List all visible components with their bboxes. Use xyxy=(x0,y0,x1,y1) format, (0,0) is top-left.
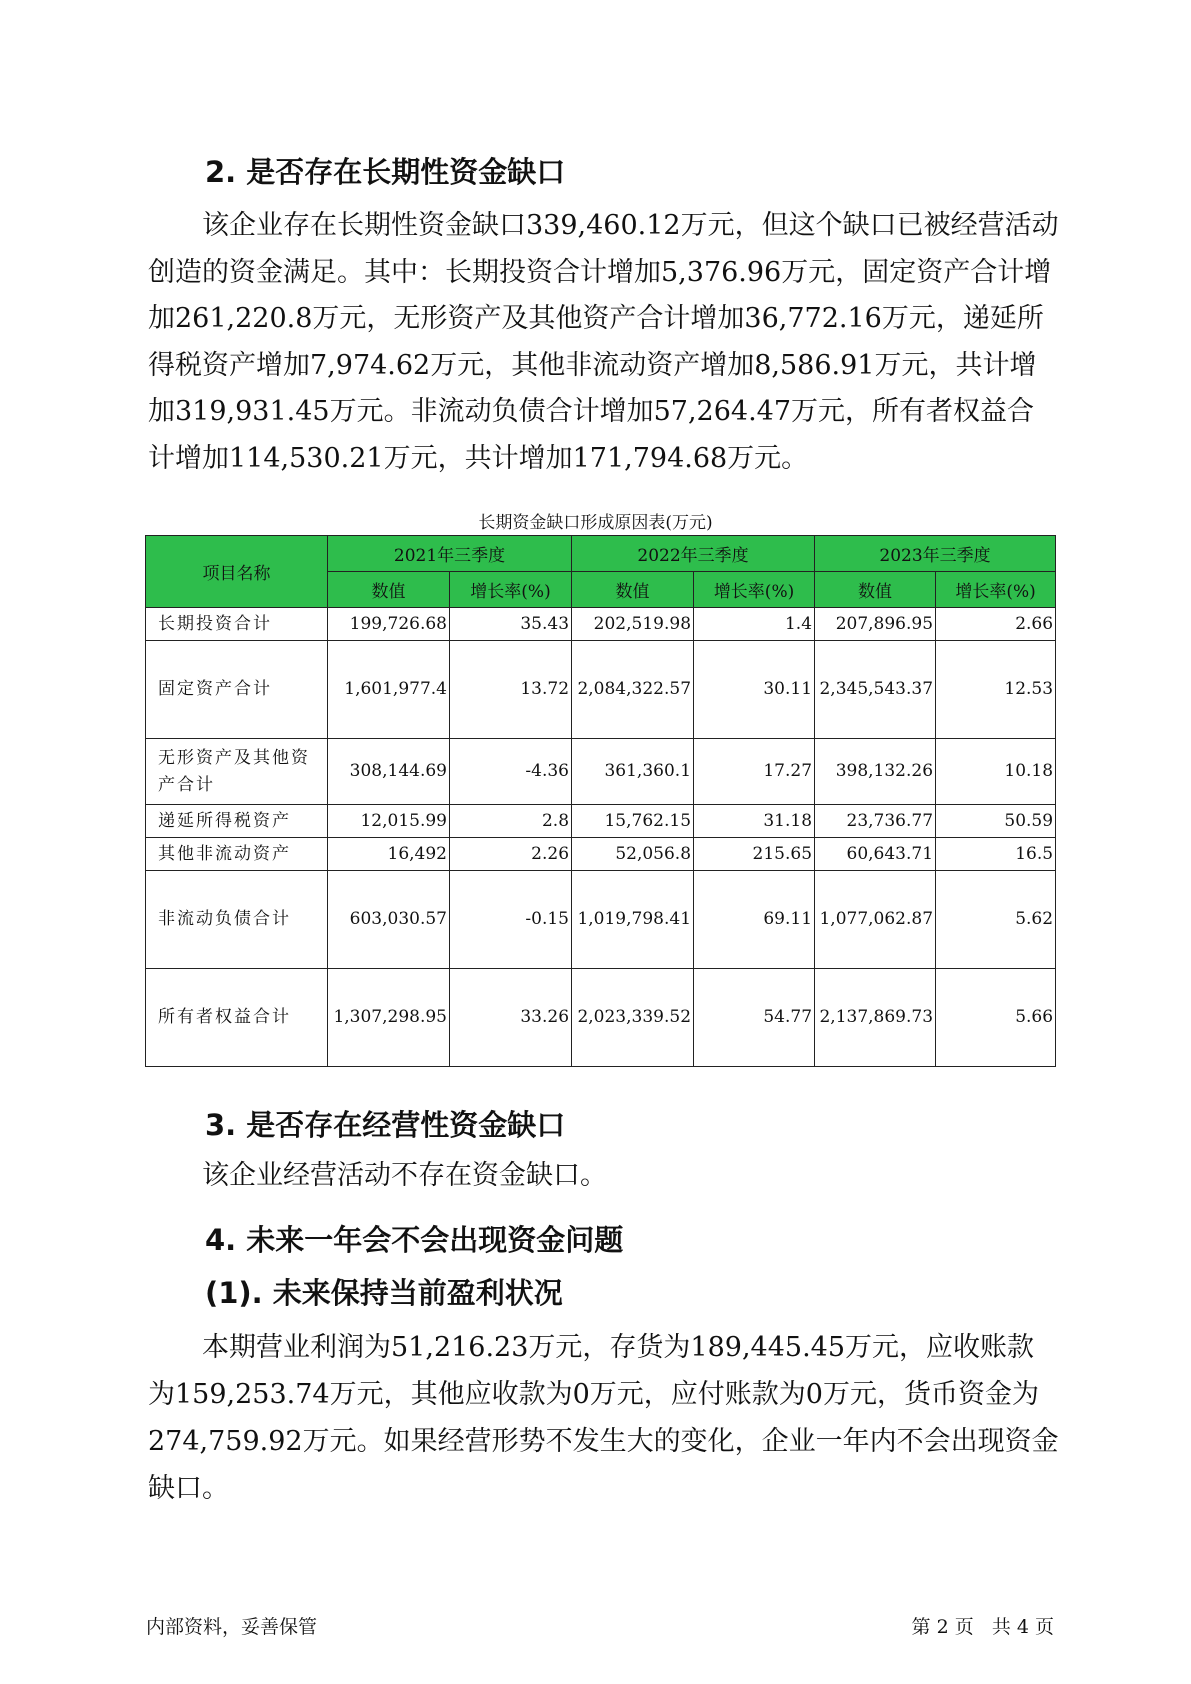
cell-rate: -0.15 xyxy=(450,871,572,969)
cell-rate: 31.18 xyxy=(694,805,815,838)
row-name: 递延所得税资产 xyxy=(146,805,328,838)
cell-value: 2,023,339.52 xyxy=(572,969,694,1067)
cell-rate: 69.11 xyxy=(694,871,815,969)
cell-value: 361,360.1 xyxy=(572,739,694,805)
cell-value: 12,015.99 xyxy=(328,805,450,838)
cell-rate: 17.27 xyxy=(694,739,815,805)
cell-rate: 10.18 xyxy=(936,739,1056,805)
cell-value: 23,736.77 xyxy=(815,805,936,838)
cell-value: 1,601,977.4 xyxy=(328,641,450,739)
cell-value: 199,726.68 xyxy=(328,608,450,641)
cell-value: 1,077,062.87 xyxy=(815,871,936,969)
cell-value: 60,643.71 xyxy=(815,838,936,871)
header-growth-rate: 增长率(%) xyxy=(694,572,815,608)
cell-value: 1,019,798.41 xyxy=(572,871,694,969)
cell-value: 1,307,298.95 xyxy=(328,969,450,1067)
section-heading-long-term-gap: 2. 是否存在长期性资金缺口 xyxy=(205,155,566,189)
table-row xyxy=(146,871,1056,969)
table-row xyxy=(146,805,1056,838)
cell-rate: 50.59 xyxy=(936,805,1056,838)
cell-rate: 16.5 xyxy=(936,838,1056,871)
header-year: 2023年三季度 xyxy=(815,536,1056,572)
cell-value: 16,492 xyxy=(328,838,450,871)
row-name: 固定资产合计 xyxy=(146,641,328,739)
cell-rate: 54.77 xyxy=(694,969,815,1067)
table-row xyxy=(146,838,1056,871)
long-term-gap-paragraph: 该企业存在长期性资金缺口339,460.12万元，但这个缺口已被经营活动创造的资金满足。其中：长期投资合计增加5,376.96万元，固定资产合计增加261,220.8万元，无形资产及其他资产合计增加36,772.16万元，递延所得税资产增加7,974.62万元，其他非流动资产增加8,586.91万元，共计增加319,931.45万元。非流动负债合计增加57,264.47万元，所有者权益合计增加114,530.21万元，共计增加171,794.68万元。 xyxy=(148,210,1059,474)
operating-gap-paragraph: 该企业经营活动不存在资金缺口。 xyxy=(202,1160,607,1191)
cell-rate: 5.62 xyxy=(936,871,1056,969)
table-row xyxy=(146,969,1056,1067)
cell-rate: 30.11 xyxy=(694,641,815,739)
row-name: 无形资产及其他资产合计 xyxy=(146,739,328,805)
header-growth-rate: 增长率(%) xyxy=(450,572,572,608)
cell-value: 603,030.57 xyxy=(328,871,450,969)
cell-value: 15,762.15 xyxy=(572,805,694,838)
header-value: 数值 xyxy=(328,572,450,608)
row-name: 非流动负债合计 xyxy=(146,871,328,969)
table-caption: 长期资金缺口形成原因表(万元) xyxy=(478,513,713,533)
section-heading-next-year: 4. 未来一年会不会出现资金问题 xyxy=(205,1223,624,1257)
cell-value: 308,144.69 xyxy=(328,739,450,805)
cell-rate: 2.8 xyxy=(450,805,572,838)
table-row xyxy=(146,608,1056,641)
cell-rate: 12.53 xyxy=(936,641,1056,739)
cell-rate: 5.66 xyxy=(936,969,1056,1067)
subsection-heading-current-profit: (1). 未来保持当前盈利状况 xyxy=(205,1276,563,1310)
cell-value: 398,132.26 xyxy=(815,739,936,805)
header-value: 数值 xyxy=(572,572,694,608)
cell-rate: 2.26 xyxy=(450,838,572,871)
cell-value: 207,896.95 xyxy=(815,608,936,641)
row-name: 长期投资合计 xyxy=(146,608,328,641)
footer-page-number: 第 2 页 共 4 页 xyxy=(911,1616,1054,1638)
header-value: 数值 xyxy=(815,572,936,608)
table-row xyxy=(146,739,1056,805)
next-year-paragraph: 本期营业利润为51,216.23万元，存货为189,445.45万元，应收账款为159,253.74万元，其他应收款为0万元，应付账款为0万元，货币资金为274,759.92万元。如果经营形势不发生大的变化，企业一年内不会出现资金缺口。 xyxy=(148,1332,1059,1504)
table-row xyxy=(146,641,1056,739)
cell-value: 202,519.98 xyxy=(572,608,694,641)
cell-rate: 2.66 xyxy=(936,608,1056,641)
cell-rate: -4.36 xyxy=(450,739,572,805)
long-term-gap-table xyxy=(145,535,1056,1067)
cell-rate: 13.72 xyxy=(450,641,572,739)
cell-value: 2,084,322.57 xyxy=(572,641,694,739)
header-item-name: 项目名称 xyxy=(146,536,328,608)
row-name: 其他非流动资产 xyxy=(146,838,328,871)
row-name: 所有者权益合计 xyxy=(146,969,328,1067)
cell-rate: 1.4 xyxy=(694,608,815,641)
header-growth-rate: 增长率(%) xyxy=(936,572,1056,608)
footer-confidential-note: 内部资料，妥善保管 xyxy=(146,1616,318,1638)
cell-rate: 215.65 xyxy=(694,838,815,871)
cell-value: 2,137,869.73 xyxy=(815,969,936,1067)
cell-rate: 35.43 xyxy=(450,608,572,641)
cell-value: 52,056.8 xyxy=(572,838,694,871)
section-heading-operating-gap: 3. 是否存在经营性资金缺口 xyxy=(205,1108,566,1142)
header-year: 2021年三季度 xyxy=(328,536,572,572)
header-year: 2022年三季度 xyxy=(572,536,815,572)
cell-rate: 33.26 xyxy=(450,969,572,1067)
cell-value: 2,345,543.37 xyxy=(815,641,936,739)
